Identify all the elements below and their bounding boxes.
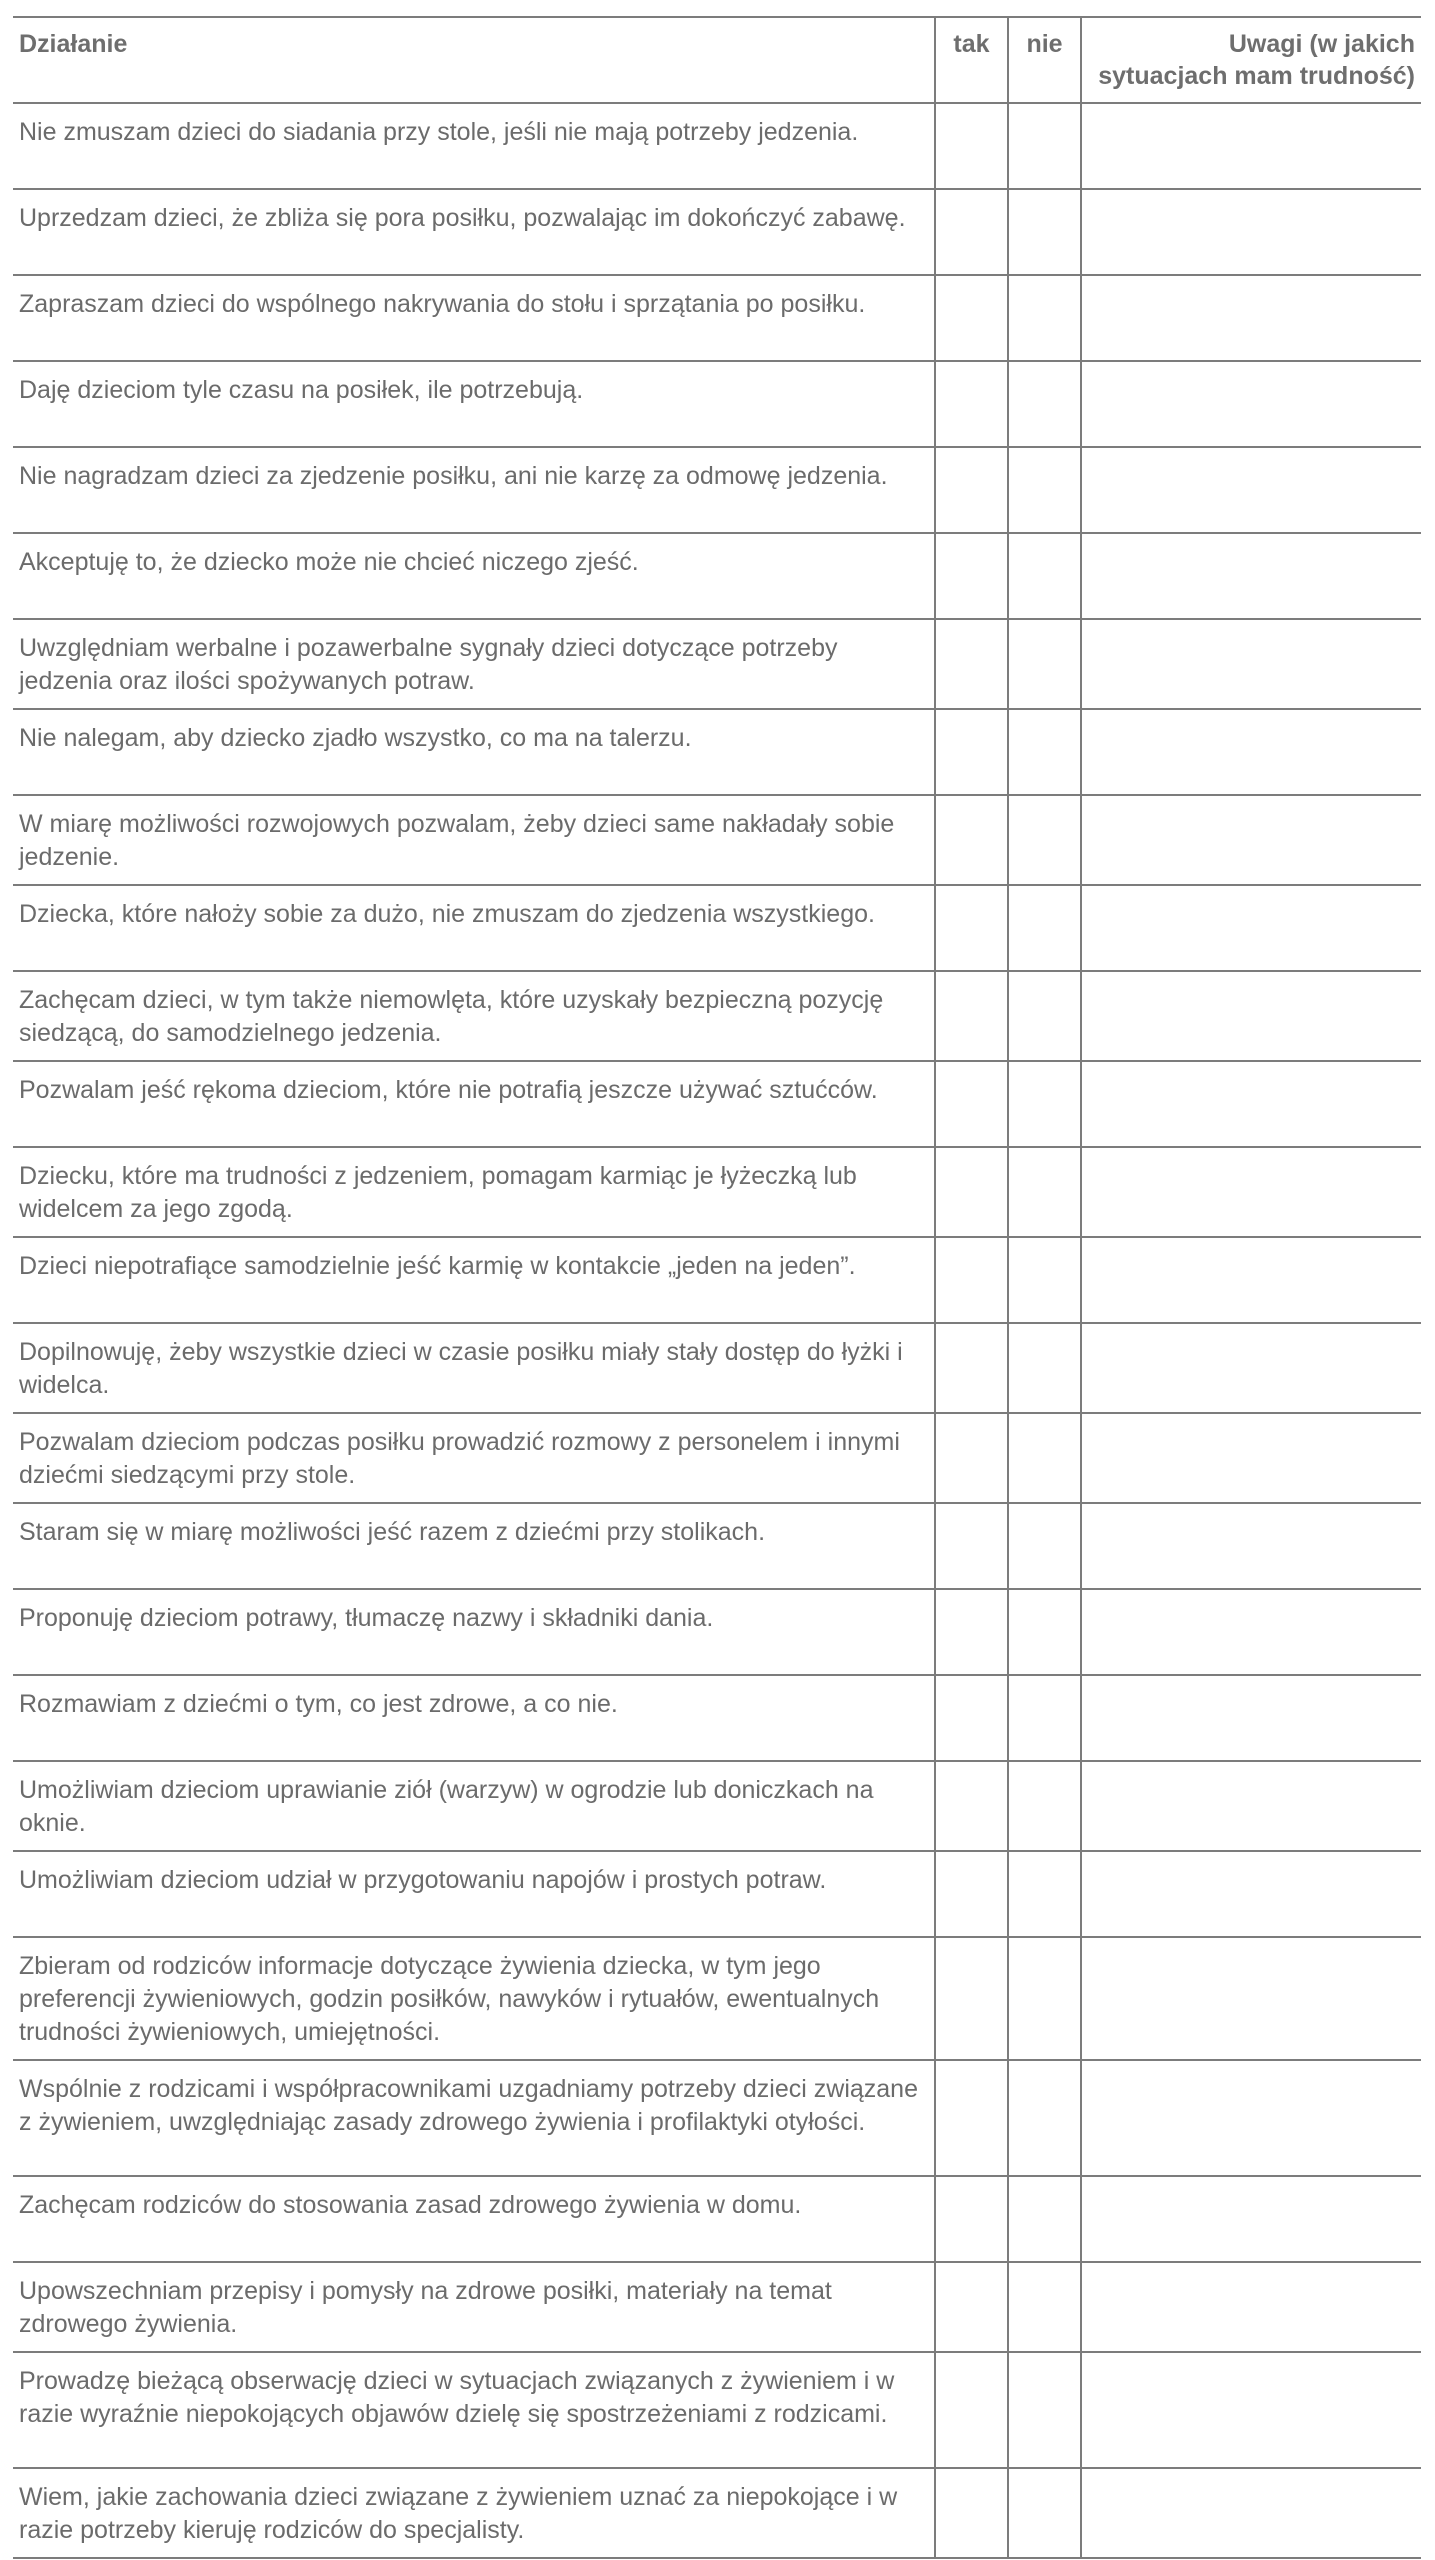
yes-checkbox-cell[interactable] [935,275,1008,361]
notes-cell[interactable] [1081,885,1421,971]
notes-cell[interactable] [1081,619,1421,709]
notes-cell[interactable] [1081,447,1421,533]
notes-cell[interactable] [1081,2468,1421,2558]
table-row [13,189,1421,275]
table-row [13,1503,1421,1589]
yes-checkbox-cell[interactable] [935,103,1008,189]
action-text: Zbieram od rodziców informacje dotyczące żywienia dziecka, w tym jego preferencji żywieniowych, godzin posiłków, nawyków i rytuałów, ewentualnych trudności żywieniowych, umiejętności. [13,1937,935,2060]
no-checkbox-cell[interactable] [1008,1675,1081,1761]
table-row [13,1675,1421,1761]
yes-checkbox-cell[interactable] [935,189,1008,275]
action-text: Zachęcam rodziców do stosowania zasad zdrowego żywienia w domu. [13,2176,935,2262]
table-row [13,1937,1421,2060]
notes-cell[interactable] [1081,2262,1421,2352]
action-text: Umożliwiam dzieciom udział w przygotowaniu napojów i prostych potraw. [13,1851,935,1937]
table-row [13,361,1421,447]
no-checkbox-cell[interactable] [1008,1851,1081,1937]
yes-checkbox-cell[interactable] [935,971,1008,1061]
header-row [13,17,1421,103]
action-text: Uprzedzam dzieci, że zbliża się pora posiłku, pozwalając im dokończyć zabawę. [13,189,935,275]
action-text: Uwzględniam werbalne i pozawerbalne sygnały dzieci dotyczące potrzeby jedzenia oraz ilości spożywanych potraw. [13,619,935,709]
notes-cell[interactable] [1081,1503,1421,1589]
table-row [13,447,1421,533]
yes-checkbox-cell[interactable] [935,1413,1008,1503]
action-text: Wspólnie z rodzicami i współpracownikami uzgadniamy potrzeby dzieci związane z żywieniem, uwzględniając zasady zdrowego żywienia i profilaktyki otyłości. [13,2060,935,2176]
table-row [13,2060,1421,2176]
yes-checkbox-cell[interactable] [935,2060,1008,2176]
notes-cell[interactable] [1081,1323,1421,1413]
table-row [13,1851,1421,1937]
notes-cell[interactable] [1081,2060,1421,2176]
table-row [13,1761,1421,1851]
yes-checkbox-cell[interactable] [935,1323,1008,1413]
no-checkbox-cell[interactable] [1008,2176,1081,2262]
yes-checkbox-cell[interactable] [935,1851,1008,1937]
no-checkbox-cell[interactable] [1008,1503,1081,1589]
yes-checkbox-cell[interactable] [935,1147,1008,1237]
yes-checkbox-cell[interactable] [935,709,1008,795]
notes-cell[interactable] [1081,1061,1421,1147]
no-checkbox-cell[interactable] [1008,709,1081,795]
table-row [13,885,1421,971]
notes-cell[interactable] [1081,1589,1421,1675]
table-row [13,1413,1421,1503]
action-text: Prowadzę bieżącą obserwację dzieci w sytuacjach związanych z żywieniem i w razie wyraźnie niepokojących objawów dzielę się spostrzeżeniami z rodzicami. [13,2352,935,2468]
table-row [13,533,1421,619]
yes-checkbox-cell[interactable] [935,1761,1008,1851]
notes-cell[interactable] [1081,1851,1421,1937]
no-checkbox-cell[interactable] [1008,1937,1081,2060]
no-checkbox-cell[interactable] [1008,619,1081,709]
yes-checkbox-cell[interactable] [935,1503,1008,1589]
action-text: W miarę możliwości rozwojowych pozwalam, żeby dzieci same nakładały sobie jedzenie. [13,795,935,885]
no-checkbox-cell[interactable] [1008,1761,1081,1851]
action-text: Proponuję dzieciom potrawy, tłumaczę nazwy i składniki dania. [13,1589,935,1675]
table-row [13,795,1421,885]
table-row [13,1061,1421,1147]
no-checkbox-cell[interactable] [1008,1061,1081,1147]
no-checkbox-cell[interactable] [1008,795,1081,885]
yes-checkbox-cell[interactable] [935,1937,1008,2060]
notes-cell[interactable] [1081,189,1421,275]
no-checkbox-cell[interactable] [1008,2468,1081,2558]
table-row [13,2176,1421,2262]
notes-cell[interactable] [1081,361,1421,447]
header-yes: tak [935,17,1008,103]
yes-checkbox-cell[interactable] [935,885,1008,971]
header-notes-line2: sytuacjach mam trudność) [1098,62,1415,90]
yes-checkbox-cell[interactable] [935,619,1008,709]
action-text: Nie nagradzam dzieci za zjedzenie posiłku, ani nie karzę za odmowę jedzenia. [13,447,935,533]
action-text: Zachęcam dzieci, w tym także niemowlęta, które uzyskały bezpieczną pozycję siedzącą, do samodzielnego jedzenia. [13,971,935,1061]
notes-cell[interactable] [1081,275,1421,361]
action-text: Dziecka, które nałoży sobie za dużo, nie zmuszam do zjedzenia wszystkiego. [13,885,935,971]
no-checkbox-cell[interactable] [1008,1323,1081,1413]
no-checkbox-cell[interactable] [1008,361,1081,447]
no-checkbox-cell[interactable] [1008,885,1081,971]
no-checkbox-cell[interactable] [1008,971,1081,1061]
header-no: nie [1008,17,1081,103]
table-row [13,1323,1421,1413]
notes-cell[interactable] [1081,533,1421,619]
yes-checkbox-cell[interactable] [935,447,1008,533]
action-text: Dziecku, które ma trudności z jedzeniem, pomagam karmiąc je łyżeczką lub widelcem za jego zgodą. [13,1147,935,1237]
action-text: Pozwalam dzieciom podczas posiłku prowadzić rozmowy z personelem i innymi dziećmi siedzącymi przy stole. [13,1413,935,1503]
yes-checkbox-cell[interactable] [935,533,1008,619]
no-checkbox-cell[interactable] [1008,189,1081,275]
action-text: Nie zmuszam dzieci do siadania przy stole, jeśli nie mają potrzeby jedzenia. [13,103,935,189]
action-text: Pozwalam jeść rękoma dzieciom, które nie potrafią jeszcze używać sztućców. [13,1061,935,1147]
table-row [13,709,1421,795]
yes-checkbox-cell[interactable] [935,1675,1008,1761]
yes-checkbox-cell[interactable] [935,2352,1008,2468]
notes-cell[interactable] [1081,2176,1421,2262]
yes-checkbox-cell[interactable] [935,361,1008,447]
table-row [13,971,1421,1061]
header-notes-line1: Uwagi (w jakich [1228,30,1415,58]
no-checkbox-cell[interactable] [1008,103,1081,189]
table-row [13,2262,1421,2352]
action-text: Dopilnowuję, żeby wszystkie dzieci w czasie posiłku miały stały dostęp do łyżki i widelca. [13,1323,935,1413]
action-text: Daję dzieciom tyle czasu na posiłek, ile potrzebują. [13,361,935,447]
no-checkbox-cell[interactable] [1008,275,1081,361]
no-checkbox-cell[interactable] [1008,1147,1081,1237]
no-checkbox-cell[interactable] [1008,1589,1081,1675]
no-checkbox-cell[interactable] [1008,2060,1081,2176]
yes-checkbox-cell[interactable] [935,795,1008,885]
action-text: Akceptuję to, że dziecko może nie chcieć niczego zjeść. [13,533,935,619]
notes-cell[interactable] [1081,1675,1421,1761]
no-checkbox-cell[interactable] [1008,1413,1081,1503]
table-row [13,2468,1421,2558]
yes-checkbox-cell[interactable] [935,1589,1008,1675]
no-checkbox-cell[interactable] [1008,2352,1081,2468]
table-row [13,275,1421,361]
notes-cell[interactable] [1081,2352,1421,2468]
checklist-sheet [13,16,1421,2559]
yes-checkbox-cell[interactable] [935,1237,1008,1323]
yes-checkbox-cell[interactable] [935,2262,1008,2352]
action-text: Staram się w miarę możliwości jeść razem z dziećmi przy stolikach. [13,1503,935,1589]
yes-checkbox-cell[interactable] [935,1061,1008,1147]
notes-cell[interactable] [1081,1413,1421,1503]
table-row [13,619,1421,709]
notes-cell[interactable] [1081,1147,1421,1237]
notes-cell[interactable] [1081,1937,1421,2060]
nutrition-checklist-table [13,16,1421,2559]
notes-cell[interactable] [1081,103,1421,189]
no-checkbox-cell[interactable] [1008,447,1081,533]
notes-cell[interactable] [1081,1761,1421,1851]
table-row [13,2352,1421,2468]
notes-cell[interactable] [1081,709,1421,795]
action-text: Dzieci niepotrafiące samodzielnie jeść karmię w kontakcie „jeden na jeden”. [13,1237,935,1323]
action-text: Zapraszam dzieci do wspólnego nakrywania do stołu i sprzątania po posiłku. [13,275,935,361]
action-text: Upowszechniam przepisy i pomysły na zdrowe posiłki, materiały na temat zdrowego żywienia. [13,2262,935,2352]
action-text: Rozmawiam z dziećmi o tym, co jest zdrowe, a co nie. [13,1675,935,1761]
table-row [13,1147,1421,1237]
yes-checkbox-cell[interactable] [935,2176,1008,2262]
header-notes [1081,17,1421,103]
notes-cell[interactable] [1081,1237,1421,1323]
table-row [13,1589,1421,1675]
no-checkbox-cell[interactable] [1008,2262,1081,2352]
table-row [13,103,1421,189]
notes-cell[interactable] [1081,795,1421,885]
notes-cell[interactable] [1081,971,1421,1061]
action-text: Wiem, jakie zachowania dzieci związane z żywieniem uznać za niepokojące i w razie potrzeby kieruję rodziców do specjalisty. [13,2468,935,2558]
action-text: Nie nalegam, aby dziecko zjadło wszystko, co ma na talerzu. [13,709,935,795]
no-checkbox-cell[interactable] [1008,533,1081,619]
action-text: Umożliwiam dzieciom uprawianie ziół (warzyw) w ogrodzie lub doniczkach na oknie. [13,1761,935,1851]
header-action: Działanie [13,17,935,103]
yes-checkbox-cell[interactable] [935,2468,1008,2558]
table-row [13,1237,1421,1323]
no-checkbox-cell[interactable] [1008,1237,1081,1323]
